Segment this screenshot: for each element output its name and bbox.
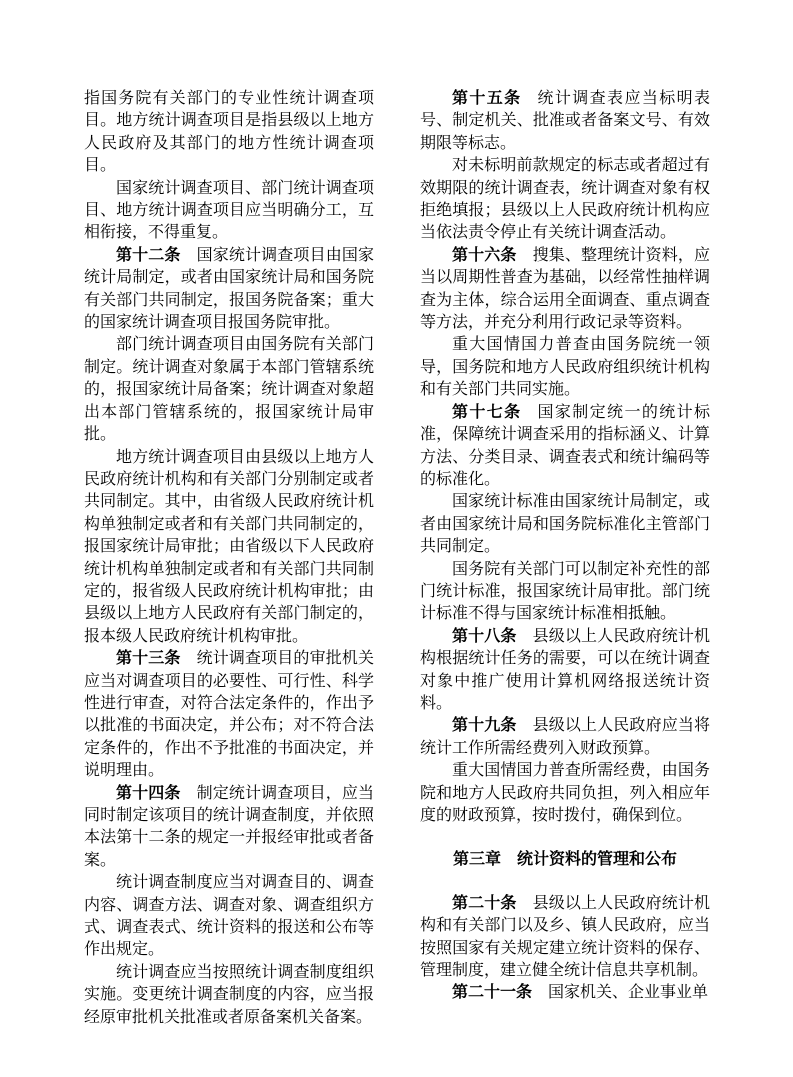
article-number: 第十三条 [116,650,181,668]
paragraph-text: 国家统计调查项目由国家统计局制定，或者由国家统计局和国务院有关部门共同制定，报国务院备案；重大的国家统计调查项目报国务院审批。 [84,246,374,332]
paragraph [420,245,710,335]
paragraph [420,760,710,827]
article-number: 第十七条 [452,403,522,421]
paragraph [84,178,374,245]
paragraph-text: 部门统计调查项目由国务院有关部门制定。统计调查对象属于本部门管辖系统的，报国家统计局备案；统计调查对象超出本部门管辖系统的，报国家统计局审批。 [84,336,374,444]
paragraph-text: 地方统计调查项目由县级以上地方人民政府统计机构和有关部门分别制定或者共同制定。其中，由省级人民政府统计机构单独制定或者和有关部门共同制定的，报国家统计局审批；由省级以下人民政府统计机构单独制定或者和有关部门共同制定的，报省级人民政府统计机构审批；由县级以上地方人民政府有关部门制定的，报本级人民政府统计机构审批。 [84,448,374,645]
chapter-heading: 第三章 统计资料的管理和公布 [452,851,677,869]
paragraph [420,155,710,245]
paragraph-text: 搜集、整理统计资料，应当以周期性普查为基础，以经常性抽样调查为主体，综合运用全面调查、重点调查等方法，并充分利用行政记录等资料。 [420,246,710,332]
article-number: 第二十一条 [452,984,533,1002]
paragraph-text: 国家制定统一的统计标准，保障统计调查采用的指标涵义、计算方法、分类目录、调查表式和统计编码等的标准化。 [420,403,710,488]
paragraph-text: 制定统计调查项目，应当同时制定该项目的统计调查制度，并依照本法第十二条的规定一并报经审批或者备案。 [84,784,374,869]
article-number: 第十二条 [116,246,181,264]
paragraph [84,88,374,178]
paragraph [84,245,374,335]
article-number: 第十四条 [116,784,181,802]
paragraph [420,982,710,1004]
paragraph [420,334,710,401]
article-number: 第十八条 [452,627,517,645]
paragraph-text: 统计调查制度应当对调查目的、调查内容、调查方法、调查对象、调查组织方式、调查表式、统计资料的报送和公布等作出规定。 [84,874,374,959]
paragraph [84,447,374,649]
left-column [84,88,374,1029]
paragraph-text: 重大国情国力普查由国务院统一领导，国务院和地方人民政府组织统计机构和有关部门共同实施。 [420,336,710,399]
paragraph [420,88,710,155]
paragraph [84,962,374,1029]
article-number: 第十六条 [452,246,517,264]
paragraph-text: 国家统计标准由国家统计局制定，或者由国家统计局和国务院标准化主管部门共同制定。 [420,493,710,556]
article-number: 第十九条 [452,717,517,735]
paragraph [84,648,374,782]
paragraph-text: 县级以上人民政府应当将统计工作所需经费列入财政预算。 [420,717,710,757]
paragraph-text: 统计调查项目的审批机关应当对调查项目的必要性、可行性、科学性进行审查，对符合法定条件的，作出予以批准的书面决定，并公布；对不符合法定条件的，作出不予批准的书面决定，并说明理由。 [84,650,374,780]
paragraph-text: 指国务院有关部门的专业性统计调查项目。地方统计调查项目是指县级以上地方人民政府及其部门的地方性统计调查项目。 [84,90,374,175]
paragraph-text: 国家机关、企业事业单 [548,984,709,1002]
paragraph-text: 国家统计调查项目、部门统计调查项目、地方统计调查项目应当明确分工，互相衔接，不得重复。 [84,179,374,242]
document-page [84,88,710,1029]
paragraph-text: 重大国情国力普查所需经费，由国务院和地方人民政府共同负担，列入相应年度的财政预算，按时拨付，确保到位。 [420,762,710,824]
paragraph [420,491,710,558]
paragraph-text: 国务院有关部门可以制定补充性的部门统计标准，报国家统计局审批。部门统计标准不得与国家统计标准相抵触。 [420,560,710,623]
paragraph [420,402,710,492]
paragraph [420,715,710,760]
paragraph [420,626,710,716]
article-number: 第二十条 [452,894,517,912]
paragraph [84,872,374,962]
paragraph-text: 对未标明前款规定的标志或者超过有效期限的统计调查表，统计调查对象有权拒绝填报；县级以上人民政府统计机构应当依法责令停止有关统计调查活动。 [420,157,710,242]
paragraph-text: 县级以上人民政府统计机构和有关部门以及乡、镇人民政府，应当按照国家有关规定建立统计资料的保存、管理制度，建立健全统计信息共享机制。 [420,894,710,980]
paragraph [420,559,710,626]
paragraph [84,334,374,446]
paragraph [84,783,374,873]
article-number: 第十五条 [452,90,522,107]
paragraph-text: 统计调查表应当标明表号、制定机关、批准或者备案文号、有效期限等标志。 [420,90,710,152]
right-column [420,88,710,1029]
paragraph [420,893,710,983]
paragraph-text: 统计调查应当按照统计调查制度组织实施。变更统计调查制度的内容，应当报经原审批机关批准或者原备案机关备案。 [84,963,374,1026]
paragraph-text: 县级以上人民政府统计机构根据统计任务的需要，可以在统计调查对象中推广使用计算机网络报送统计资料。 [420,627,710,712]
